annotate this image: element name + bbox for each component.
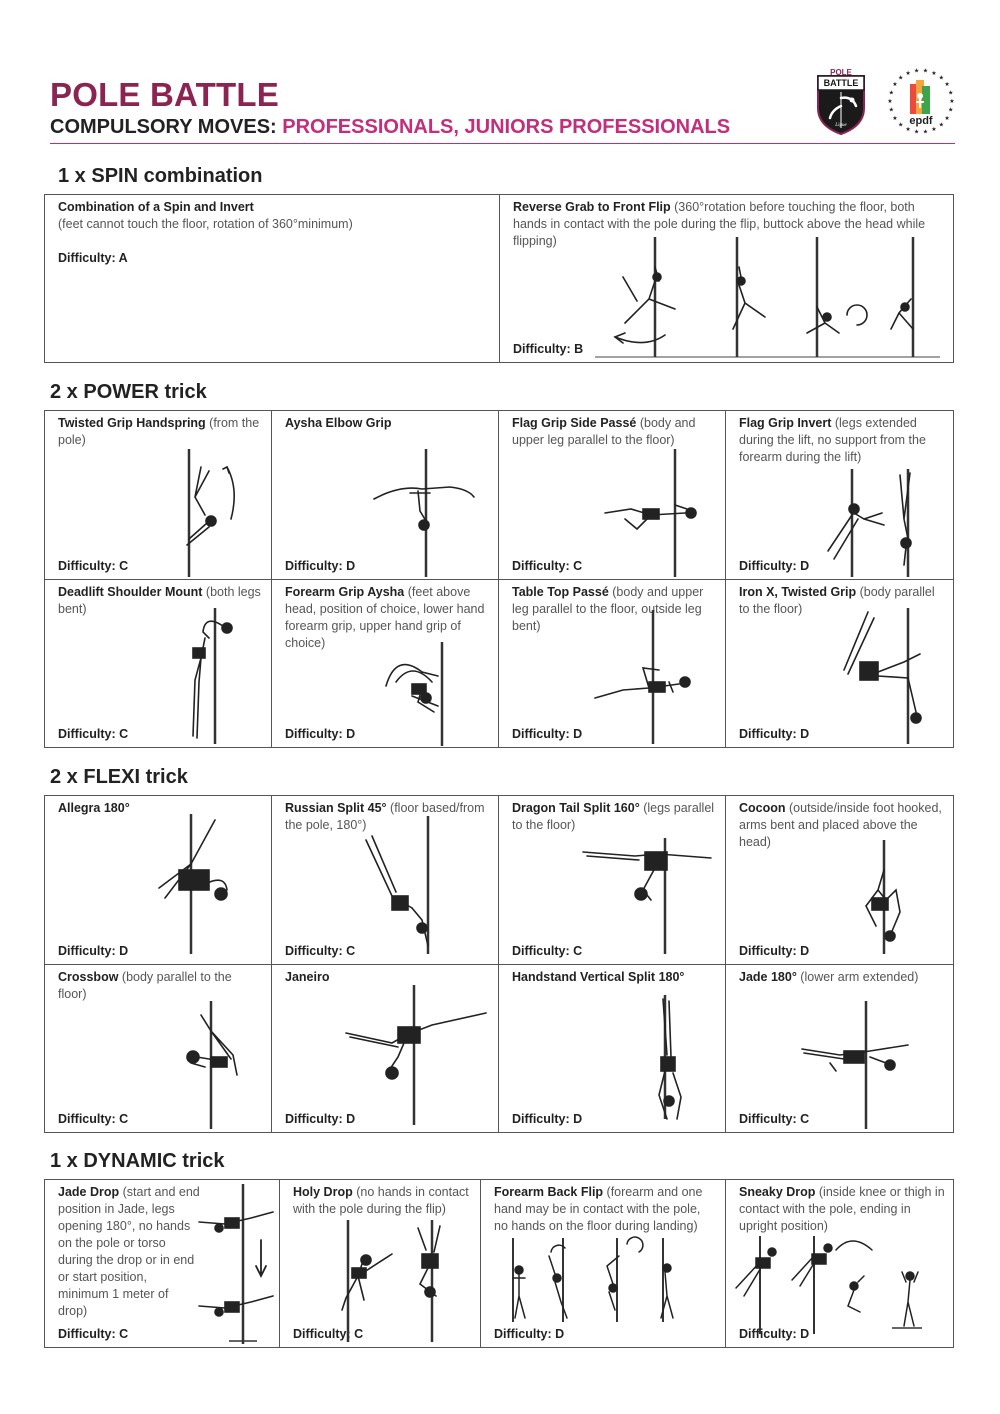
move-difficulty: Difficulty: C	[512, 559, 583, 573]
move-name: Table Top Passé	[512, 585, 609, 599]
pole-battle-logo	[812, 66, 870, 136]
move-description	[512, 415, 717, 449]
section-title-flexi: 2 x FLEXI trick	[50, 766, 188, 788]
move-name: Aysha Elbow Grip	[285, 416, 392, 430]
move-illustration	[362, 816, 452, 954]
move-description	[494, 1184, 717, 1235]
move-illustration	[503, 1238, 677, 1322]
move-name: Jade 180°	[739, 970, 797, 984]
move-illustration	[800, 1001, 930, 1129]
move-difficulty: Difficulty: D	[58, 944, 129, 958]
move-name: Flag Grip Invert	[739, 416, 832, 430]
move-card	[726, 1180, 953, 1347]
move-difficulty: Difficulty: D	[285, 727, 356, 741]
move-name: Allegra 180°	[58, 801, 130, 815]
move-illustration	[824, 469, 934, 577]
star-icon: ★	[892, 82, 898, 89]
section-title-spin: 1 x SPIN combination	[58, 165, 263, 187]
star-icon: ★	[931, 127, 937, 134]
move-name: Handstand Vertical Split 180°	[512, 970, 685, 984]
move-illustration	[155, 814, 265, 954]
move-note: (body and upper leg parallel to the floor, outside leg bent)	[512, 585, 704, 633]
svg-text:epdf: epdf	[909, 115, 933, 127]
star-icon: ★	[913, 68, 920, 75]
move-illustration	[165, 449, 255, 577]
move-illustration	[649, 995, 709, 1129]
move-description	[285, 969, 490, 986]
move-note: (no hands in contact with the pole during the flip)	[293, 1185, 469, 1216]
star-icon: ★	[888, 90, 894, 97]
move-name: Russian Split 45°	[285, 801, 387, 815]
header-rule	[50, 143, 955, 144]
move-name: Combination of a Spin and Invert	[58, 200, 254, 214]
star-icon: ★	[938, 75, 944, 82]
star-icon: ★	[913, 129, 920, 136]
subtitle-prefix: COMPULSORY MOVES:	[50, 116, 283, 138]
move-name: Forearm Grip Aysha	[285, 585, 405, 599]
star-icon: ★	[888, 107, 894, 114]
move-note: (feet above head, position of choice, lower hand forearm grip, upper hand grip of choice)	[285, 585, 485, 650]
move-difficulty: Difficulty: C	[58, 1112, 129, 1126]
move-difficulty: Difficulty: C	[293, 1327, 364, 1341]
move-note: (from the pole)	[58, 416, 260, 447]
move-name: Reverse Grab to Front Flip	[513, 200, 671, 214]
star-icon: ★	[892, 115, 898, 122]
move-name: Iron X, Twisted Grip	[739, 585, 857, 599]
move-card	[499, 411, 726, 579]
move-description	[512, 800, 717, 834]
section-title-dynamic: 1 x DYNAMIC trick	[50, 1150, 225, 1172]
move-description	[512, 969, 717, 986]
move-card	[726, 411, 953, 579]
section-title-power: 2 x POWER trick	[50, 381, 207, 403]
dynamic-grid	[44, 1179, 954, 1348]
move-illustration	[591, 449, 711, 577]
move-card	[45, 965, 272, 1132]
move-difficulty: Difficulty: C	[512, 944, 583, 958]
move-description	[58, 415, 263, 449]
move-illustration	[838, 608, 938, 744]
page-subtitle	[50, 116, 730, 139]
move-note: (lower arm extended)	[796, 970, 919, 984]
move-illustration	[342, 985, 492, 1125]
move-illustration	[195, 1184, 277, 1344]
move-name: Deadlift Shoulder Mount	[58, 585, 203, 599]
move-card	[45, 580, 272, 747]
star-icon: ★	[898, 75, 904, 82]
move-name: Janeiro	[285, 970, 330, 984]
move-difficulty: Difficulty: D	[285, 559, 356, 573]
star-icon: ★	[949, 99, 955, 105]
move-description	[293, 1184, 472, 1218]
move-card	[726, 965, 953, 1132]
move-difficulty: Difficulty: C	[739, 1112, 810, 1126]
move-difficulty: Difficulty: C	[58, 559, 129, 573]
move-card	[45, 1180, 280, 1347]
move-difficulty: Difficulty: D	[285, 1112, 356, 1126]
move-name: Jade Drop	[58, 1185, 120, 1199]
move-card	[272, 796, 499, 964]
star-icon: ★	[948, 107, 954, 114]
move-difficulty: Difficulty: B	[513, 342, 584, 356]
svg-text:BATTLE: BATTLE	[823, 78, 859, 88]
move-card	[45, 411, 272, 579]
move-illustration	[318, 1220, 468, 1342]
move-note: (body parallel to the floor)	[739, 585, 935, 616]
move-note: (start and end position in Jade, legs opening 180°, no hands on the pole or torso during the drop or in end or start position, minimum 1 meter of drop)	[58, 1185, 200, 1318]
move-description	[739, 415, 945, 466]
move-description	[58, 1184, 201, 1320]
move-note: (forearm and one hand may be in contact with the pole, no hands on the floor during landing)	[494, 1185, 703, 1233]
move-card	[726, 796, 953, 964]
move-difficulty: Difficulty: D	[494, 1327, 565, 1341]
star-icon: ★	[905, 127, 911, 134]
move-difficulty: Difficulty: C	[285, 944, 356, 958]
move-card	[499, 796, 726, 964]
move-difficulty: Difficulty: D	[739, 1327, 810, 1341]
flexi-grid	[44, 795, 954, 1133]
move-note: (feet cannot touch the floor, rotation of 360°minimum)	[58, 217, 353, 231]
star-icon: ★	[922, 129, 929, 136]
move-description	[58, 969, 263, 1003]
move-name: Crossbow	[58, 970, 119, 984]
move-card	[272, 965, 499, 1132]
move-card	[499, 580, 726, 747]
move-card	[500, 195, 953, 362]
move-description	[739, 969, 945, 986]
svg-text:POLE: POLE	[830, 68, 852, 77]
star-icon: ★	[905, 70, 911, 77]
star-icon: ★	[948, 90, 954, 97]
move-difficulty: Difficulty: D	[512, 727, 583, 741]
star-icon: ★	[944, 82, 950, 89]
star-icon: ★	[922, 68, 929, 75]
move-name: Forearm Back Flip	[494, 1185, 604, 1199]
move-card	[726, 580, 953, 747]
move-name: Holy Drop	[293, 1185, 353, 1199]
move-illustration	[595, 237, 940, 359]
move-illustration	[589, 610, 709, 744]
subtitle-categories: PROFESSIONALS, JUNIORS PROFESSIONALS	[282, 116, 731, 138]
svg-text:Ligue: Ligue	[835, 123, 847, 128]
move-difficulty: Difficulty: D	[512, 1112, 583, 1126]
move-difficulty: Difficulty: C	[58, 1327, 129, 1341]
move-note: (floor based/from the pole, 180°)	[285, 801, 485, 832]
move-card	[45, 195, 500, 362]
star-icon: ★	[887, 99, 893, 105]
move-card	[280, 1180, 481, 1347]
move-note: (body and upper leg parallel to the floor)	[512, 416, 696, 447]
move-illustration	[579, 838, 719, 954]
move-card	[272, 411, 499, 579]
move-name: Cocoon	[739, 801, 786, 815]
move-card	[481, 1180, 726, 1347]
move-illustration	[370, 449, 480, 577]
epdf-logo	[886, 66, 956, 136]
star-icon: ★	[931, 70, 937, 77]
move-name: Twisted Grip Handspring	[58, 416, 206, 430]
star-icon: ★	[898, 122, 904, 129]
move-note: (inside knee or thigh in contact with the pole, ending in upright position)	[739, 1185, 945, 1233]
move-name: Sneaky Drop	[739, 1185, 816, 1199]
move-name: Flag Grip Side Passé	[512, 416, 637, 430]
move-illustration	[382, 642, 472, 746]
move-illustration	[175, 608, 245, 744]
move-note: (360°rotation before touching the floor, both hands in contact with the pole during the flip, buttock above the head while flipping)	[513, 200, 926, 248]
move-illustration	[181, 1001, 251, 1129]
move-note: (both legs bent)	[58, 585, 261, 616]
move-note: (body parallel to the floor)	[58, 970, 232, 1001]
move-difficulty: Difficulty: C	[58, 727, 129, 741]
move-difficulty: Difficulty: D	[739, 559, 810, 573]
move-difficulty: Difficulty: A	[58, 251, 128, 265]
power-grid	[44, 410, 954, 748]
star-icon: ★	[944, 115, 950, 122]
move-description	[285, 415, 490, 432]
move-note: (legs parallel to the floor)	[512, 801, 715, 832]
move-illustration	[732, 1236, 926, 1334]
move-note: (legs extended during the lift, no support from the forearm during the lift)	[739, 416, 926, 464]
move-illustration	[856, 840, 916, 954]
move-card	[45, 796, 272, 964]
move-note: (outside/inside foot hooked, arms bent and placed above the head)	[739, 801, 942, 849]
page-title: POLE BATTLE	[50, 76, 279, 113]
spin-grid	[44, 194, 954, 363]
move-card	[499, 965, 726, 1132]
move-name: Dragon Tail Split 160°	[512, 801, 640, 815]
move-description	[739, 1184, 945, 1235]
star-icon: ★	[938, 122, 944, 129]
move-difficulty: Difficulty: D	[739, 944, 810, 958]
move-description	[58, 199, 491, 233]
move-difficulty: Difficulty: D	[739, 727, 810, 741]
move-card	[272, 580, 499, 747]
